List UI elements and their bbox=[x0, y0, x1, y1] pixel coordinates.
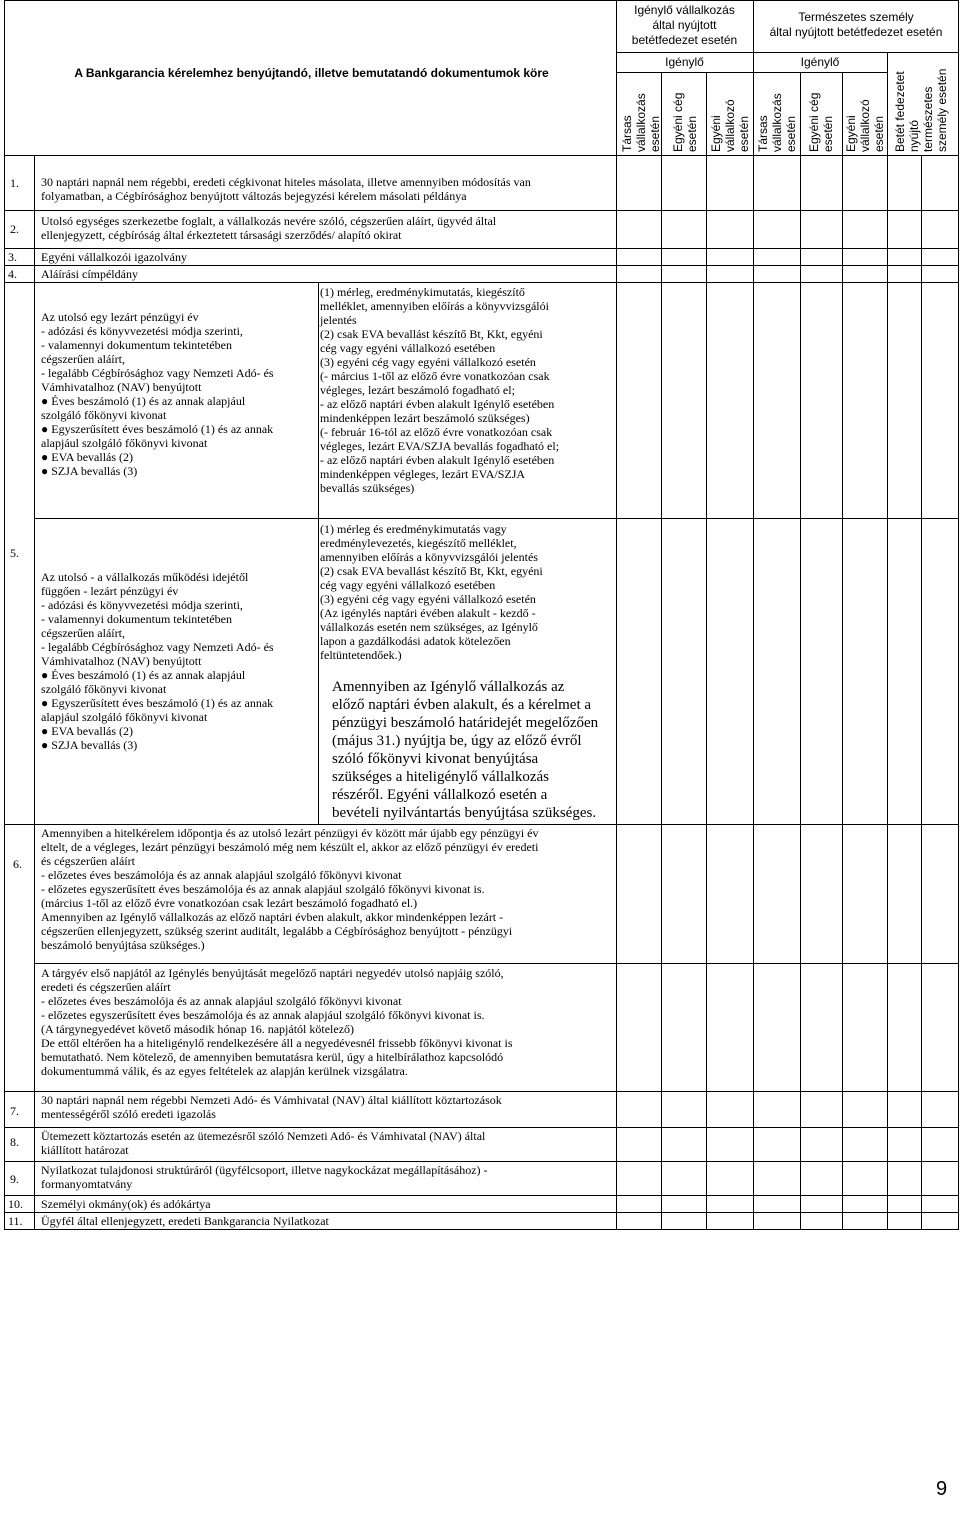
text-line: bemutatható. Nem kötelező, de amennyiben bemutatásra kerül, úgy a hitelbírálathoz kapcsolódó bbox=[41, 1050, 504, 1064]
text-line: ● EVA bevallás (2) bbox=[41, 724, 134, 738]
header-line: betétfedezet esetén bbox=[631, 33, 738, 47]
text-line: (3) egyéni cég vagy egyéni vállalkozó esetén bbox=[320, 355, 536, 369]
text-line: cégszerűen ellenjegyzett, szükség szerint auditált, legalább a Cégbírósághoz benyújtott - pénzügyi bbox=[41, 924, 513, 938]
text-line: - az előző naptári évben alakult Igénylő esetében bbox=[320, 453, 555, 467]
text-line: - előzetes egyszerűsített éves beszámolója és az annak alapjául szolgáló főkönyvi kivonat is. bbox=[41, 882, 485, 896]
header-igenylo-person: Igénylő bbox=[800, 55, 840, 69]
text-line: alapjául szolgáló főkönyvi kivonat bbox=[41, 436, 208, 450]
text-line: (1) mérleg, eredménykimutatás, kiegészítő bbox=[320, 285, 525, 299]
text-line: (Az igénylés naptári évében alakult - kezdő - bbox=[320, 606, 536, 620]
text-line: Vámhivatalhoz (NAV) benyújtott bbox=[41, 380, 202, 394]
text-line: részéről. Egyéni vállalkozó esetén a bbox=[332, 787, 548, 803]
text-line: végleges, lezárt EVA/SZJA bevallás fogadható el; bbox=[320, 439, 560, 453]
row-number: 3. bbox=[8, 250, 17, 264]
text-line: - legalább Cégbírósághoz vagy Nemzeti Adó- és bbox=[41, 366, 274, 380]
header-company-deposit bbox=[616, 3, 753, 48]
text-line: - valamennyi dokumentum tekintetében bbox=[41, 338, 232, 352]
text-line: feltüntetendőek.) bbox=[320, 648, 402, 662]
header-line: Igénylő vállalkozás bbox=[634, 3, 735, 17]
row-number: 4. bbox=[8, 267, 17, 281]
text-line: bevételi nyilvántartás benyújtása szükséges. bbox=[332, 805, 597, 821]
row-6a-text bbox=[41, 826, 539, 952]
text-line: melléklet, amennyiben előírás a könyvvizsgálói bbox=[320, 299, 549, 313]
text-line: (A tárgynegyedévet követő második hónap 16. napjától kötelező) bbox=[41, 1022, 355, 1036]
row-5b-right bbox=[320, 522, 543, 662]
header-person-deposit bbox=[753, 10, 959, 40]
text-line: - az előző naptári évben alakult Igénylő esetében bbox=[320, 397, 555, 411]
text-line: De ettől eltérően ha a hiteligénylő rendelkezésére áll a negyedévesnél frissebb főkönyvi kivonat is bbox=[41, 1036, 513, 1050]
text-line: eltelt, de a végleges, lezárt pénzügyi beszámoló még nem készült el, akkor az előző pénzügyi év eredeti bbox=[41, 840, 539, 854]
row-number: 10. bbox=[8, 1197, 23, 1211]
row-number: 2. bbox=[10, 222, 19, 236]
text-line: ● Egyszerűsített éves beszámoló (1) és az annak bbox=[41, 422, 274, 436]
row-5a-right bbox=[320, 285, 559, 495]
text-line: Amennyiben a hitelkérelem időpontja és az utolsó lezárt pénzügyi év között már újabb egy pénzügyi év bbox=[41, 826, 539, 840]
text-line: függően - lezárt pénzügyi év bbox=[41, 584, 179, 598]
row-number: 11. bbox=[8, 1214, 23, 1228]
text-line: - adózási és könyvvezetési módja szerinti, bbox=[41, 598, 243, 612]
row-2-text: Utolsó egységes szerkezetbe foglalt, a vállalkozás nevére szóló, cégszerűen aláírt, ügyvéd által ellenjegyzett, cégbíróság által érkeztetett társasági szerződés/ alapító okirat bbox=[41, 214, 497, 242]
text-line: cég vagy egyéni vállalkozó esetében bbox=[320, 341, 496, 355]
row-5a-left bbox=[41, 310, 274, 478]
text-line: - legalább Cégbírósághoz vagy Nemzeti Adó- és bbox=[41, 640, 274, 654]
text-line: Vámhivatalhoz (NAV) benyújtott bbox=[41, 654, 202, 668]
text-line: (3) egyéni cég vagy egyéni vállalkozó esetén bbox=[320, 592, 536, 606]
row-9-text: Nyilatkozat tulajdonosi struktúráról (ügyfélcsoport, illetve nagykockázat megállapításához) - formanyomtatvány bbox=[41, 1163, 488, 1191]
text-line: szolgáló főkönyvi kivonat bbox=[41, 682, 167, 696]
row-number: 8. bbox=[10, 1135, 19, 1149]
text-line: és cégszerűen aláírt bbox=[41, 854, 135, 868]
text-line: cégszerűen aláírt, bbox=[41, 352, 125, 366]
header-line: által nyújtott betétfedezet esetén bbox=[769, 25, 943, 39]
text-line: beszámoló benyújtása szükséges.) bbox=[41, 938, 205, 952]
header-line: Természetes személy bbox=[798, 10, 914, 24]
row-number: 6. bbox=[13, 857, 22, 871]
row-number: 7. bbox=[10, 1104, 19, 1118]
text-line: (március 1-től az előző évre vonatkozóan csak lezárt beszámoló fogadható el.) bbox=[41, 896, 418, 910]
row-5b-left bbox=[41, 570, 274, 752]
row-3-text: Egyéni vállalkozói igazolvány bbox=[41, 250, 187, 264]
text-line: ● Egyszerűsített éves beszámoló (1) és az annak bbox=[41, 696, 274, 710]
text-line: (- február 16-tól az előző évre vonatkozóan csak bbox=[320, 425, 553, 439]
row-11-text: Ügyfél által ellenjegyzett, eredeti Bankgarancia Nyilatkozat bbox=[41, 1214, 329, 1228]
row-8-text: Ütemezett köztartozás esetén az ütemezésről szóló Nemzeti Adó- és Vámhivatal (NAV) által kiállított határozat bbox=[41, 1129, 486, 1157]
text-line: szükséges a hiteligénylő vállalkozás bbox=[332, 769, 550, 785]
text-line: (2) csak EVA bevallást készítő Bt, Kkt, egyéni bbox=[320, 327, 543, 341]
text-line: (1) mérleg és eredménykimutatás vagy bbox=[320, 522, 507, 536]
text-line: jelentés bbox=[320, 313, 357, 327]
text-line: - valamennyi dokumentum tekintetében bbox=[41, 612, 232, 626]
text-line: cégszerűen aláírt, bbox=[41, 626, 125, 640]
document-title: A Bankgarancia kérelemhez benyújtandó, illetve bemutatandó dokumentumok köre bbox=[74, 66, 549, 80]
text-line: - előzetes éves beszámolója és az annak alapjául szolgáló főkönyvi kivonat bbox=[41, 994, 402, 1008]
text-line: lapon a gazdálkodási adatok kötelezően bbox=[320, 634, 511, 648]
text-line: ● SZJA bevallás (3) bbox=[41, 738, 138, 752]
row-10-text: Személyi okmány(ok) és adókártya bbox=[41, 1197, 211, 1211]
text-line: ● Éves beszámoló (1) és az annak alapjául bbox=[41, 394, 246, 408]
text-line: Az utolsó egy lezárt pénzügyi év bbox=[41, 310, 199, 324]
text-line: végleges, lezárt beszámoló fogadható el; bbox=[320, 383, 515, 397]
text-line: dokumentummá válik, és az egyes feltételek az alapján kerülnek vizsgálatra. bbox=[41, 1064, 408, 1078]
row-7-text: 30 naptári napnál nem régebbi Nemzeti Adó- és Vámhivatal (NAV) által kiállított köztartozások mentességéről szóló eredeti igazolás bbox=[41, 1093, 502, 1121]
text-line: - adózási és könyvvezetési módja szerinti, bbox=[41, 324, 243, 338]
text-line: bevallás szükséges) bbox=[320, 481, 415, 495]
page-number: 9 bbox=[936, 1478, 948, 1500]
row-number: 1. bbox=[10, 176, 19, 190]
text-line: előző naptári évben alakult, és a kérelmet a bbox=[332, 697, 592, 713]
text-line: pénzügyi beszámoló határidejét megelőzően bbox=[332, 715, 599, 731]
row-number: 5. bbox=[10, 546, 19, 560]
row-4-text: Aláírási címpéldány bbox=[41, 267, 138, 281]
text-line: ● Éves beszámoló (1) és az annak alapjául bbox=[41, 668, 246, 682]
text-line: mindenképpen lezárt beszámoló szükséges) bbox=[320, 411, 530, 425]
text-line: - előzetes éves beszámolója és az annak alapjául szolgáló főkönyvi kivonat bbox=[41, 868, 402, 882]
text-line: vállalkozás esetén nem szükséges, az Igénylő bbox=[320, 620, 538, 634]
text-line: ● SZJA bevallás (3) bbox=[41, 464, 138, 478]
row-5b-right-note bbox=[332, 678, 598, 822]
text-line: (- március 1-től az előző évre vonatkozóan csak bbox=[320, 369, 550, 383]
document-table: A Bankgarancia kérelemhez benyújtandó, illetve bemutatandó dokumentumok köre Igénylő vállalkozás által nyújtott betétfedezet esetén Természetes személy által nyújtott betétfedezet esetén Igénylő Igénylő Társas vállalkozás esetén Egyéni cég esetén Egyéni vállalkozó esetén Társas vállalkozás esetén Egyéni cég esetén Egyéni vállalkozó esetén Betét fedezetet nyújtó természetes személy esetén 1. 30 naptári napnál nem régebbi, eredeti cégkivonat hiteles másolata, illetve amennyiben módosítás van folyamatban, a Cégbírósághoz benyújtott változás bejegyzési kérelem másolati példánya 2. Utolsó egységes szerkezetbe foglalt, a vállalkozás nevére szóló, cégszerűen aláírt, ügyvéd által ellenjegyzett, cégbíróság által érkeztetett társasági szerződés/ alapító okirat 3. Egyéni vállalkozói igazolvány 4. Aláírási címpéldány 5. Az utolsó egy lezárt pénzügyi év - adózási és könyvvezetési módja szerinti, - valamennyi dokumentum tekintetében cégszerűen aláírt, - legalább Cégbírósághoz vagy Nemzeti Adó- és Vámhivatalhoz (NAV) benyújtott ● Éves beszámoló (1) és az annak alapjául szolgáló főkönyvi kivonat ● Egyszerűsített éves beszámoló (1) és az annak alapjául szolgáló főkönyvi kivonat ● EVA bevallás (2) ● SZJA bevallás (3) (1) mérleg, eredménykimutatás, kiegészítő melléklet, amennyiben előírás a könyvvizsgálói jelentés (2) csak EVA bevallást készítő Bt, Kkt, egyéni cég vagy egyéni vállalkozó esetében (3) egyéni cég vagy egyéni vállalkozó esetén (- március 1-től az előző évre vonatkozóan csak végleges, lezárt beszámoló fogadható el; - az előző naptári évben alakult Igénylő esetében mindenképpen lezárt beszámoló szükséges) (- február 16-tól az előző évre vonatkozóan csak végleges, lezárt EVA/SZJA bevallás fogadható el; - az előző naptári évben alakult Igénylő esetében mindenképpen végleges, lezárt EVA/SZJA bevallás szükséges) Az utolsó - a vállalkozás működési idejétől függően - lezárt pénzügyi év - adózási és könyvvezetési módja szerinti, - valamennyi dokumentum tekintetében cégszerűen aláírt, - legalább Cégbírósághoz vagy Nemzeti Adó- és Vámhivatalhoz (NAV) benyújtott ● Éves beszámoló (1) és az annak alapjául szolgáló főkönyvi kivonat ● Egyszerűsített éves beszámoló (1) és az annak alapjául szolgáló főkönyvi kivonat ● EVA bevallás (2) ● SZJA bevallás (3) (1) mérleg és eredménykimutatás vagy eredménylevezetés, kiegészítő melléklet, amennyiben előírás a könyvvizsgálói jelentés (2) csak EVA bevallást készítő Bt, Kkt, egyéni cég vagy egyéni vállalkozó esetében (3) egyéni cég vagy egyéni vállalkozó esetén (Az igénylés naptári évében alakult - kezdő - vállalkozás esetén nem szükséges, az Igénylő lapon a gazdálkodási adatok kötelezően feltüntetendőek.) Amennyiben az Igénylő vállalkozás az előző naptári évben alakult, és a kérelmet a pénzügyi beszámoló határidejét megelőzően (május 31.) nyújtja be, úgy az előző évről szóló főkönyvi kivonat benyújtása szükséges a hiteligénylő vállalkozás részéről. Egyéni vállalkozó esetén a bevételi nyilvántartás benyújtása szükséges. 6. Amennyiben a hitelkérelem időpontja és az utolsó lezárt pénzügyi év között már újabb egy pénzügyi év eltelt, de a végleges, lezárt pénzügyi beszámoló még nem készült el, akkor az előző pénzügyi év eredeti és cégszerűen aláírt - előzetes éves beszámolója és az annak alapjául szolgáló főkönyvi kivonat - előzetes egyszerűsített éves beszámolója és az annak alapjául szolgáló főkönyvi kivonat is. (március 1-től az előző évre vonatkozóan csak lezárt beszámoló fogadható el.) Amennyiben az Igénylő vállalkozás az előző naptári évben alakult, akkor mindenképpen lezárt - cégszerűen ellenjegyzett, szükség szerint auditált, legalább a Cégbírósághoz benyújtott - pénzügyi beszámoló benyújtása szükséges.) A tárgyév első napjától az Igénylés benyújtását megelőző naptári negyedév utolsó napjáig szóló, eredeti és cégszerűen aláírt - előzetes éves beszámolója és az annak alapjául szolgáló főkönyvi kivonat - előzetes egyszerűsített éves beszámolója és az annak alapjául szolgáló főkönyvi kivonat is. (A tárgynegyedévet követő második hónap 16. napjától kötelező) De ettől eltérően ha a hiteligénylő rendelkezésére áll a negyedévesnél frissebb főkönyvi kivonat is bemutatható. Nem kötelező, de amennyiben bemutatásra kerül, úgy a hitelbírálathoz kapcsolódó dokumentummá válik, és az egyes feltételek az alapján kerülnek vizsgálatra. 7. 30 naptári napnál nem régebbi Nemzeti Adó- és Vámhivatal (NAV) által kiállított köztartozások mentességéről szóló eredeti igazolás 8. Ütemezett köztartozás esetén az ütemezésről szóló Nemzeti Adó- és Vámhivatal (NAV) által kiállított határozat 9. Nyilatkozat tulajdonosi struktúráról (ügyfélcsoport, illetve nagykockázat megállapításához) - formanyomtatvány 10. Személyi okmány(ok) és adókártya 11. Ügyfél által ellenjegyzett, eredeti Bankgarancia Nyilatkozat bbox=[4, 0, 959, 1230]
text-line: szóló főkönyvi kivonat benyújtása bbox=[332, 751, 539, 767]
text-line: A tárgyév első napjától az Igénylés benyújtását megelőző naptári negyedév utolsó napjáig szóló, bbox=[41, 966, 504, 980]
header-line: által nyújtott bbox=[652, 18, 717, 32]
text-line: eredeti és cégszerűen aláírt bbox=[41, 980, 171, 994]
row-6b-text bbox=[41, 966, 513, 1078]
text-line: mindenképpen végleges, lezárt EVA/SZJA bbox=[320, 467, 526, 481]
text-line: - előzetes egyszerűsített éves beszámolója és az annak alapjául szolgáló főkönyvi kivonat is. bbox=[41, 1008, 485, 1022]
text-line: (2) csak EVA bevallást készítő Bt, Kkt, egyéni bbox=[320, 564, 543, 578]
text-line: cég vagy egyéni vállalkozó esetében bbox=[320, 578, 496, 592]
text-line: Amennyiben az Igénylő vállalkozás az előző naptári évben alakult, akkor mindenképpen lezárt - bbox=[41, 910, 504, 924]
text-line: eredménylevezetés, kiegészítő melléklet, bbox=[320, 536, 517, 550]
text-line: alapjául szolgáló főkönyvi kivonat bbox=[41, 710, 208, 724]
text-line: (május 31.) nyújtja be, úgy az előző évről bbox=[332, 733, 582, 749]
text-line: szolgáló főkönyvi kivonat bbox=[41, 408, 167, 422]
text-line: ● EVA bevallás (2) bbox=[41, 450, 134, 464]
text-line: Amennyiben az Igénylő vállalkozás az bbox=[332, 679, 565, 695]
text-line: Az utolsó - a vállalkozás működési idejétől bbox=[41, 570, 249, 584]
header-igenylo-company: Igénylő bbox=[665, 55, 704, 69]
row-number: 9. bbox=[10, 1172, 19, 1186]
text-line: amennyiben előírás a könyvvizsgálói jelentés bbox=[320, 550, 538, 564]
row-1-text: 30 naptári napnál nem régebbi, eredeti cégkivonat hiteles másolata, illetve amennyiben módosítás van folyamatban, a Cégbírósághoz benyújtott változás bejegyzési kérelem másolati példánya bbox=[41, 175, 531, 203]
